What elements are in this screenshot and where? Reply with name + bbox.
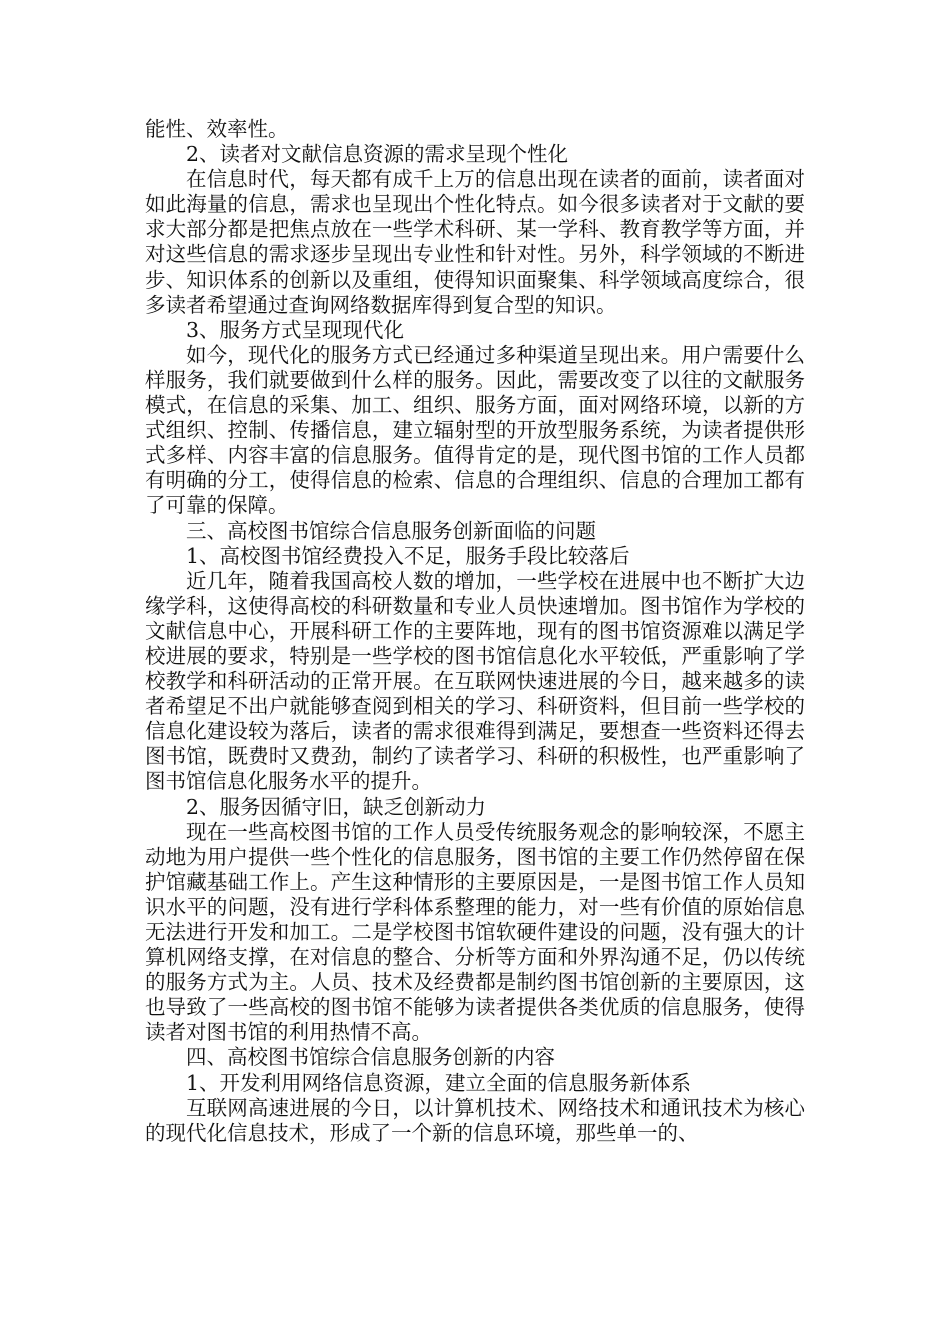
- subheading: 2、读者对文献信息资源的需求呈现个性化: [186, 142, 569, 167]
- paragraph: 互联网高速进展的今日，以计算机技术、网络技术和通讯技术为核心的现代化信息技术，形成了一个新的信息环境，那些单一的、: [145, 1095, 805, 1145]
- section-heading: 四、高校图书馆综合信息服务创新的内容: [186, 1045, 555, 1070]
- document-body: [145, 117, 805, 1146]
- subheading: 2、服务因循守旧，缺乏创新动力: [186, 794, 487, 819]
- paragraph: 如今，现代化的服务方式已经通过多种渠道呈现出来。用户需要什么样服务，我们就要做到什么样的服务。因此，需要改变了以往的文献服务模式，在信息的采集、加工、组织、服务方面，面对网络环境，以新的方式组织、控制、传播信息，建立辐射型的开放型服务系统，为读者提供形式多样、内容丰富的信息服务。值得肯定的是，现代图书馆的工作人员都有明确的分工，使得信息的检索、信息的合理组织、信息的合理加工都有了可靠的保障。: [145, 342, 805, 518]
- subheading: 3、服务方式呈现现代化: [186, 317, 405, 342]
- paragraph: 能性、效率性。: [145, 117, 289, 141]
- subheading: 1、开发利用网络信息资源，建立全面的信息服务新体系: [186, 1070, 692, 1095]
- section-heading: 三、高校图书馆综合信息服务创新面临的问题: [186, 518, 596, 543]
- paragraph: 现在一些高校图书馆的工作人员受传统服务观念的影响较深，不愿主动地为用户提供一些个性化的信息服务，图书馆的主要工作仍然停留在保护馆藏基础工作上。产生这种情形的主要原因是，一是图书馆工作人员知识水平的问题，没有进行学科体系整理的能力，对一些有价值的原始信息无法进行开发和加工。二是学校图书馆软硬件建设的问题，没有强大的计算机网络支撑，在对信息的整合、分析等方面和外界沟通不足，仍以传统的服务方式为主。人员、技术及经费都是制约图书馆创新的主要原因，这也导致了一些高校的图书馆不能够为读者提供各类优质的信息服务，使得读者对图书馆的利用热情不高。: [145, 819, 805, 1045]
- subheading: 1、高校图书馆经费投入不足，服务手段比较落后: [186, 543, 630, 568]
- paragraph: 近几年，随着我国高校人数的增加，一些学校在进展中也不断扩大边缘学科，这使得高校的科研数量和专业人员快速增加。图书馆作为学校的文献信息中心，开展科研工作的主要阵地，现有的图书馆资源难以满足学校进展的要求，特别是一些学校的图书馆信息化水平较低，严重影响了学校教学和科研活动的正常开展。在互联网快速进展的今日，越来越多的读者希望足不出户就能够查阅到相关的学习、科研资料，但目前一些学校的信息化建设较为落后，读者的需求很难得到满足，要想查一些资料还得去图书馆，既费时又费劲，制约了读者学习、科研的积极性，也严重影响了图书馆信息化服务水平的提升。: [145, 568, 805, 794]
- paragraph: 在信息时代，每天都有成千上万的信息出现在读者的面前，读者面对如此海量的信息，需求也呈现出个性化特点。如今很多读者对于文献的要求大部分都是把焦点放在一些学术科研、某一学科、教育教学等方面，并对这些信息的需求逐步呈现出专业性和针对性。另外，科学领域的不断进步、知识体系的创新以及重组，使得知识面聚集、科学领域高度综合，很多读者希望通过查询网络数据库得到复合型的知识。: [145, 167, 805, 317]
